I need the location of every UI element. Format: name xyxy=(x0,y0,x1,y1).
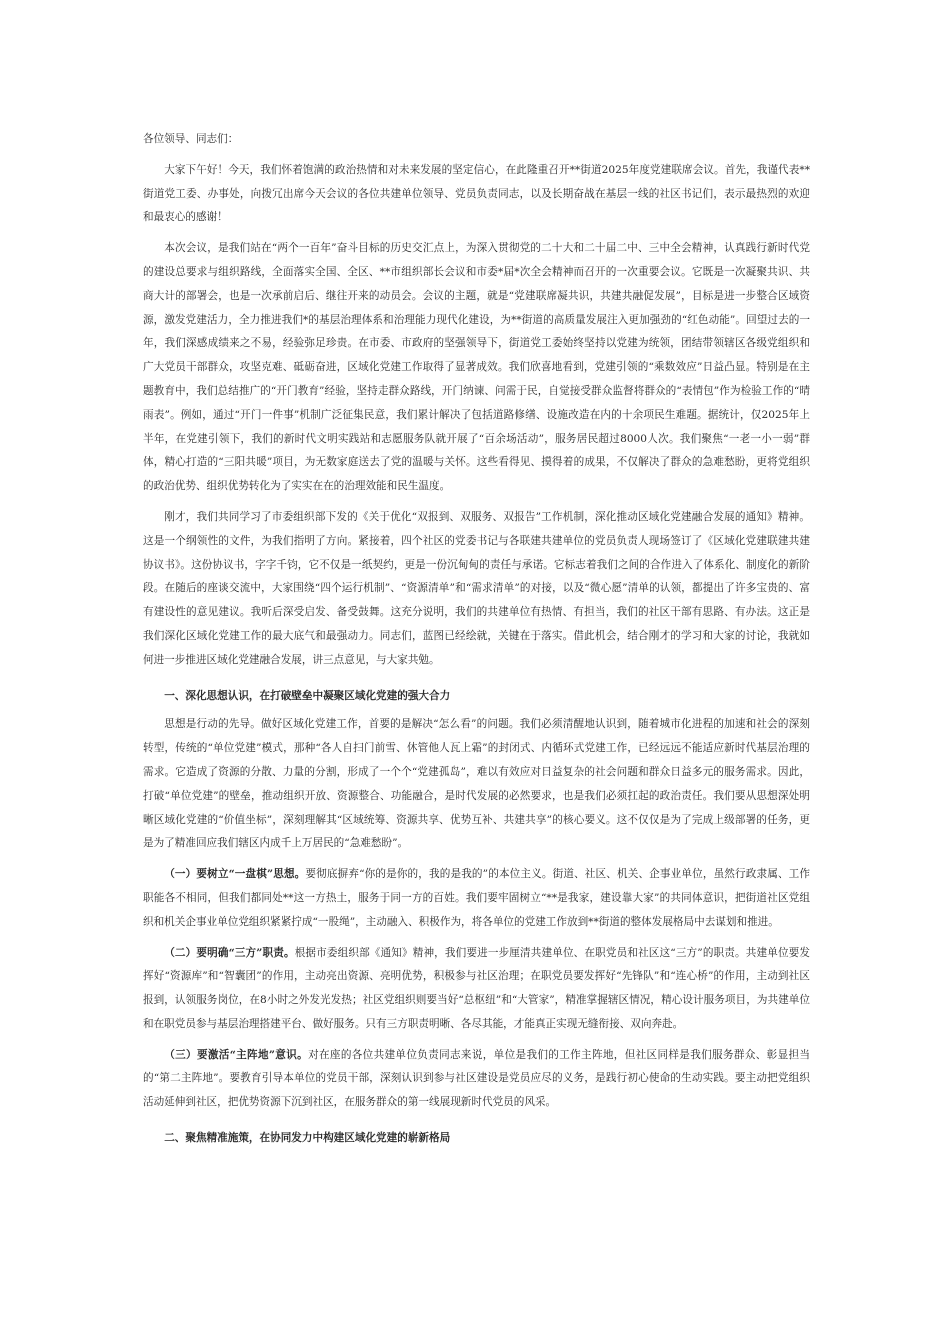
point-paragraph-1 xyxy=(143,863,810,934)
intro-paragraph-1: 大家下午好！今天，我们怀着饱满的政治热情和对未来发展的坚定信心，在此隆重召开**街道2025年度党建联席会议。首先，我谨代表**街道党工委、办事处，向拨冗出席今天会议的各位共建单位领导、党员负责同志，以及长期奋战在基层一线的社区书记们，表示最热烈的欢迎和最衷心的感谢！ xyxy=(143,163,810,224)
section-heading-2: 二、聚焦精准施策，在协同发力中构建区域化党建的崭新格局 xyxy=(164,1132,451,1145)
section-heading-1: 一、深化思想认识，在打破壁垒中凝聚区域化党建的强大合力 xyxy=(164,689,451,702)
point-paragraph-2 xyxy=(143,942,810,1037)
point-lead-1: （一）要树立“一盘棋”思想。 xyxy=(164,868,306,881)
intro-paragraph-2: 本次会议，是我们站在“两个一百年”奋斗目标的历史交汇点上，为深入贯彻党的二十大和二十届二中、三中全会精神，认真践行新时代党的建设总要求与组织路线，全面落实全国、全区、**市组织部长会议和市委*届*次全会精神而召开的一次重要会议。它既是一次凝聚共识、共商大计的部署会，也是一次承前启后、继往开来的动员会。会议的主题，就是“党建联席凝共识，共建共融促发展”，目标是进一步整合区域资源，激发党建活力，全力推进我们*的基层治理体系和治理能力现代化建设，为**街道的高质量发展注入更加强劲的“红色动能”。回望过去的一年，我们深感成绩来之不易，经验弥足珍贵。在市委、市政府的坚强领导下，街道党工委始终坚持以党建为统领，团结带领辖区各级党组织和广大党员干部群众，攻坚克难、砥砺奋进，区域化党建工作取得了显著成效。我们欣喜地看到，党建引领的“乘数效应”日益凸显。特别是在主题教育中，我们总结推广的“开门教育”经验，坚持走群众路线，开门纳谏、问需于民，自觉接受群众监督将群众的“表情包”作为检验工作的“晴雨表”。例如，通过“开门一件事”机制广泛征集民意，我们累计解决了包括道路修缮、设施改造在内的十余项民生难题。据统计，仅2025年上半年，在党建引领下，我们的新时代文明实践站和志愿服务队就开展了“百余场活动”，服务居民超过8000人次。我们聚焦“一老一小一弱”群体，精心打造的“三阳共暖”项目，为无数家庭送去了党的温暖与关怀。这些看得见、摸得着的成果，不仅解决了群众的急难愁盼，更将党组织的政治优势、组织优势转化为了实实在在的治理效能和民生温度。 xyxy=(143,242,810,493)
intro-paragraph-3: 刚才，我们共同学习了市委组织部下发的《关于优化“双报到、双服务、双报告”工作机制，深化推动区域化党建融合发展的通知》精神。这是一个纲领性的文件，为我们指明了方向。紧接着，四个社区的党委书记与各联建共建单位的党员负责人现场签订了《区域化党建联建共建协议书》。这份协议书，字字千钧，它不仅是一纸契约，更是一份沉甸甸的责任与承诺。它标志着我们之间的合作进入了体系化、制度化的新阶段。在随后的座谈交流中，大家围绕“四个运行机制”、“资源清单”和“需求清单”的对接，以及“微心愿”清单的认领，都提出了许多宝贵的、富有建设性的意见建议。我听后深受启发、备受鼓舞。这充分说明，我们的共建单位有热情、有担当，我们的社区干部有思路、有办法。这正是我们深化区域化党建工作的最大底气和最强动力。同志们，蓝图已经绘就，关键在于落实。借此机会，结合刚才的学习和大家的讨论，我就如何进一步推进区域化党建融合发展，讲三点意见，与大家共勉。 xyxy=(143,510,810,666)
point-body-1: 要彻底摒弃“你的是你的，我的是我的”的本位主义。街道、社区、机关、企事业单位，虽然行政隶属、工作职能各不相同，但我们都同处**这一方热土，服务于同一方的百姓。我们要牢固树立“**是我家，建设靠大家”的共同体意识，把街道社区党组织和机关企事业单位党组织紧紧拧成“一股绳”，主动融入、积极作为，将各单位的党建工作放到**街道的整体发展格局中去谋划和推进。 xyxy=(143,868,811,928)
point-lead-2: （二）要明确“三方”职责。 xyxy=(164,946,295,959)
section-1-body: 思想是行动的先导。做好区域化党建工作，首要的是解决“怎么看”的问题。我们必须清醒地认识到，随着城市化进程的加速和社会的深刻转型，传统的“单位党建”模式，那种“各人自扫门前雪、休管他人瓦上霜”的封闭式、内循环式党建工作，已经远远不能适应新时代基层治理的需求。它造成了资源的分散、力量的分割，形成了一个个“党建孤岛”，难以有效应对日益复杂的社会问题和群众日益多元的服务需求。因此，打破“单位党建”的壁垒，推动组织开放、资源整合、功能融合，是时代发展的必然要求，也是我们必须扛起的政治责任。我们要从思想深处明晰区域化党建的“价值坐标”，深刻理解其“区域统筹、资源共享、优势互补、共建共享”的核心要义。这不仅仅是为了完成上级部署的任务，更是为了精准回应我们辖区内成千上万居民的“急难愁盼”。 xyxy=(143,718,810,850)
point-body-2: 根据市委组织部《通知》精神，我们要进一步厘清共建单位、在职党员和社区这“三方”的职责。共建单位要发挥好“资源库”和“智囊团”的作用，主动亮出资源、亮明优势，积极参与社区治理；在职党员要发挥好“先锋队”和“连心桥”的作用，主动到社区报到，认领服务岗位，在8小时之外发光发热；社区党组织则要当好“总枢纽”和“大管家”，精准掌握辖区情况，精心设计服务项目，为共建单位和在职党员参与基层治理搭建平台、做好服务。只有三方职责明晰、各尽其能，才能真正实现无缝衔接、双向奔赴。 xyxy=(143,946,810,1030)
point-paragraph-3 xyxy=(143,1044,810,1115)
salutation: 各位领导、同志们： xyxy=(143,133,239,145)
point-lead-3: （三）要激活“主阵地”意识。 xyxy=(164,1048,309,1061)
point-body-3: 对在座的各位共建单位负责同志来说，单位是我们的工作主阵地，但社区同样是我们服务群众、彰显担当的“第二主阵地”。要教育引导本单位的党员干部，深刻认识到参与社区建设是党员应尽的义务，是践行初心使命的生动实践。要主动把党组织活动延伸到社区，把优势资源下沉到社区，在服务群众的第一线展现新时代党员的风采。 xyxy=(143,1048,811,1109)
